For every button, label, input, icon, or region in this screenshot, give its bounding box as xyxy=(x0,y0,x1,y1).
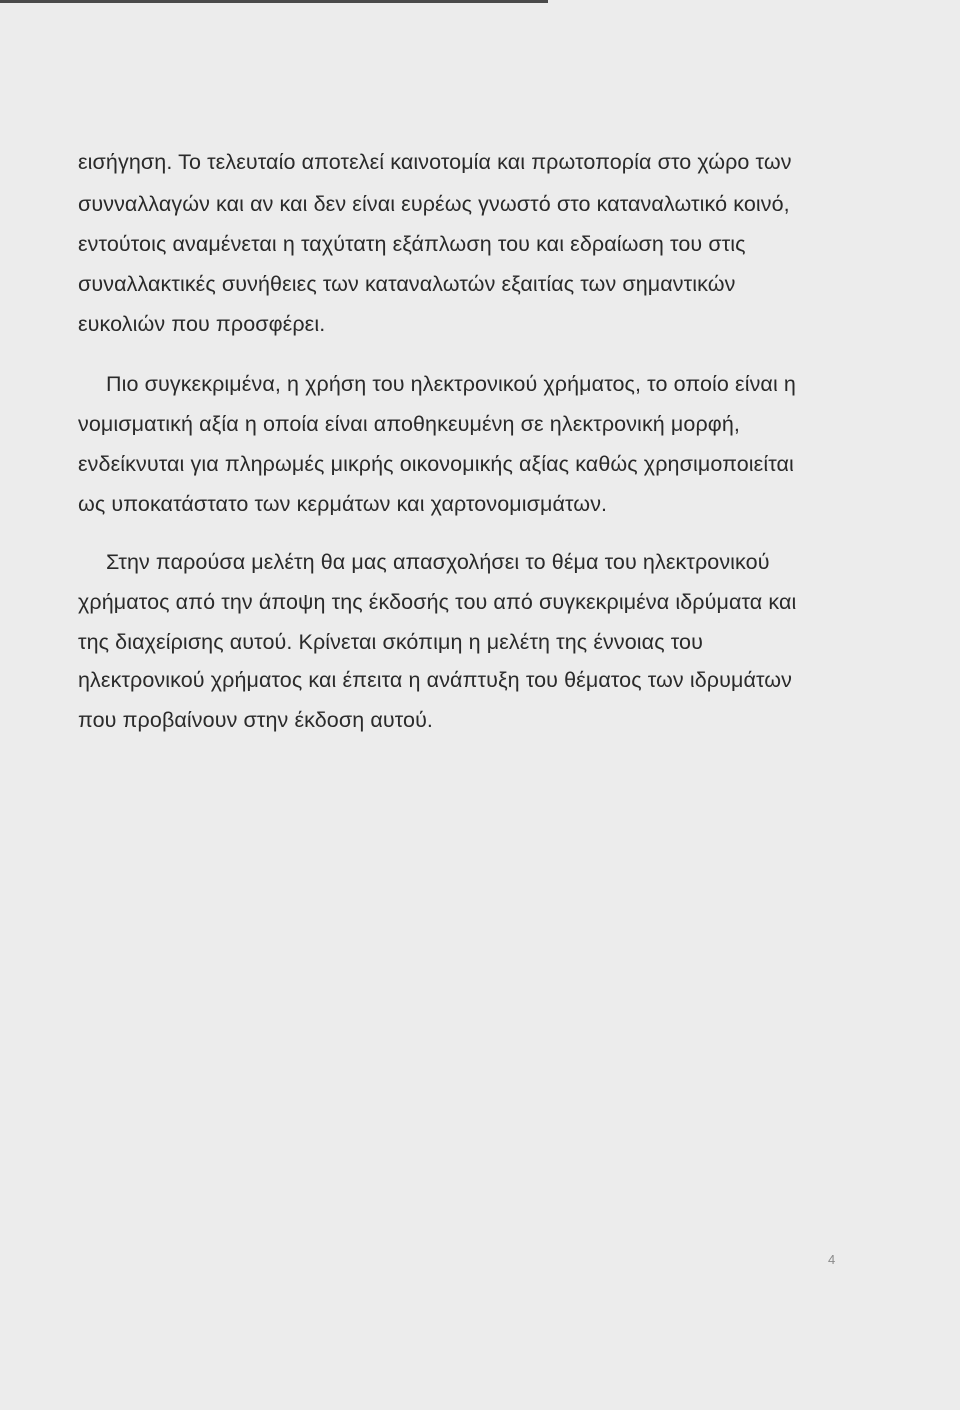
paragraph-3-line-5: που προβαίνουν στην έκδοση αυτού. xyxy=(78,708,434,732)
paragraph-3-line-4: ηλεκτρονικού χρήματος και έπειτα η ανάπτυξη του θέματος των ιδρυμάτων xyxy=(78,668,793,692)
paragraph-2-line-4: ως υποκατάστατο των κερμάτων και χαρτονομισμάτων. xyxy=(78,492,608,516)
paragraph-3-line-1: Στην παρούσα μελέτη θα μας απασχολήσει το θέμα του ηλεκτρονικού xyxy=(106,550,770,574)
paragraph-3-line-3: της διαχείρισης αυτού. Κρίνεται σκόπιμη η μελέτη της έννοιας του xyxy=(78,630,703,654)
page-number: 4 xyxy=(828,1252,836,1267)
paragraph-3-line-2: χρήματος από την άποψη της έκδοσής του από συγκεκριμένα ιδρύματα και xyxy=(78,590,797,614)
paragraph-2-line-1: Πιο συγκεκριμένα, η χρήση του ηλεκτρονικού χρήματος, το οποίο είναι η xyxy=(106,372,796,396)
paragraph-1-line-3: εντούτοις αναμένεται η ταχύτατη εξάπλωση του και εδραίωση του στις xyxy=(78,232,746,256)
paragraph-1-line-5: ευκολιών που προσφέρει. xyxy=(78,312,326,336)
paragraph-2-line-2: νομισματική αξία η οποία είναι αποθηκευμένη σε ηλεκτρονική μορφή, xyxy=(78,412,740,436)
paragraph-1-line-1: εισήγηση. Το τελευταίο αποτελεί καινοτομία και πρωτοπορία στο χώρο των xyxy=(78,150,792,174)
paragraph-1-line-2: συνναλλαγών και αν και δεν είναι ευρέως γνωστό στο καταναλωτικό κοινό, xyxy=(78,192,790,216)
paragraph-1-line-4: συναλλακτικές συνήθειες των καταναλωτών εξαιτίας των σημαντικών xyxy=(78,272,736,296)
paragraph-2-line-3: ενδείκνυται για πληρωμές μικρής οικονομικής αξίας καθώς χρησιμοποιείται xyxy=(78,452,794,476)
